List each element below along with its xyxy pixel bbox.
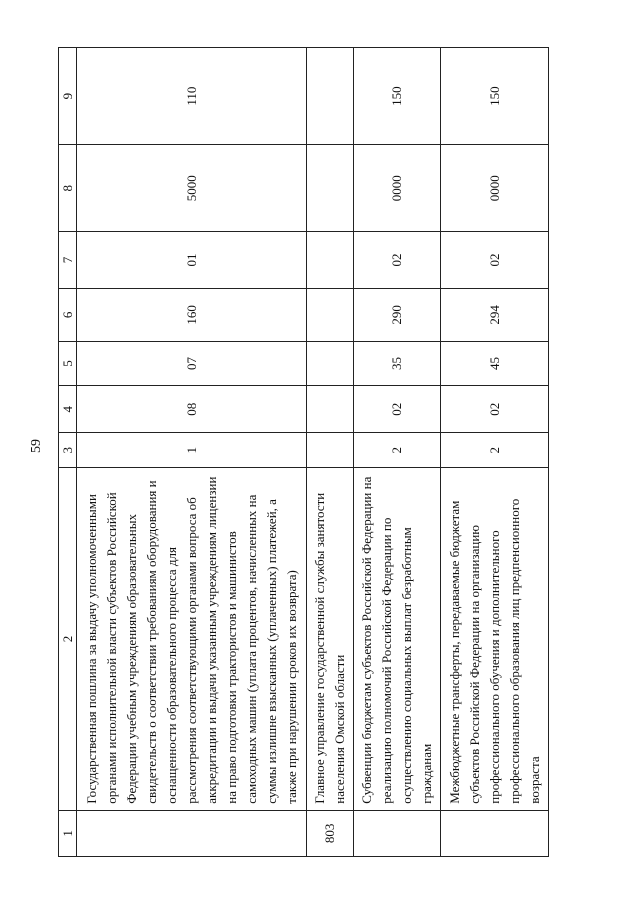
code-cell: 0000 [354,145,441,232]
code-cell: 07 [77,342,307,386]
page-number: 59 [29,439,44,453]
code-cell: 08 [77,385,307,432]
code-cell: 5000 [77,145,307,232]
table-row [354,48,441,857]
code-cell: 150 [441,48,549,145]
code-cell: 160 [77,288,307,341]
item-name-cell: Государственная пошлина за выдачу уполномоченными органами исполнительной власти субъектов Российской Федерации учебным учреждениям образовательных свидетельств о соответствии требованиям оборудования и оснащенности образовательного процесса для рассмотрения соответствующими органами вопроса об аккредитации и выдачи указанным учреждениям лицензии на право подготовки трактористов и машинистов самоходных машин (уплата процентов, начисленных на суммы излишне взысканных (уплаченных) платежей, а также при нарушении сроков их возврата) [77,468,307,811]
code-cell [307,48,354,145]
header-cell: 5 [59,342,77,386]
header-row [59,48,77,857]
code-cell: 02 [354,385,441,432]
code-cell: 02 [441,232,549,289]
header-cell: 3 [59,433,77,468]
code-cell: 1 [77,433,307,468]
admin-code-cell [441,810,549,856]
code-cell [307,288,354,341]
code-cell: 294 [441,288,549,341]
rotated-table-container [58,47,563,857]
code-cell [307,433,354,468]
code-cell: 0000 [441,145,549,232]
item-name-cell: Главное управление государственной службы занятости населения Омской области [307,468,354,811]
code-cell: 2 [354,433,441,468]
header-cell: 7 [59,232,77,289]
code-cell: 2 [441,433,549,468]
admin-code-cell: 803 [307,810,354,856]
code-cell: 290 [354,288,441,341]
table-row [307,48,354,857]
admin-code-cell [354,810,441,856]
code-cell [307,342,354,386]
header-cell: 1 [59,810,77,856]
code-cell: 35 [354,342,441,386]
code-cell: 110 [77,48,307,145]
table-row [441,48,549,857]
code-cell: 02 [354,232,441,289]
code-cell [307,385,354,432]
code-cell: 150 [354,48,441,145]
admin-code-cell [77,810,307,856]
code-cell: 45 [441,342,549,386]
code-cell [307,232,354,289]
header-cell: 4 [59,385,77,432]
header-cell: 8 [59,145,77,232]
item-name-cell: Межбюджетные трансферты, передаваемые бюджетам субъектов Российской Федерации на организацию профессионального обучения и дополнительного профессионального образования лиц предпенсионного возраста [441,468,549,811]
header-cell: 2 [59,468,77,811]
header-cell: 6 [59,288,77,341]
code-cell: 01 [77,232,307,289]
budget-table [58,47,549,857]
item-name-cell: Субвенции бюджетам субъектов Российской Федерации на реализацию полномочий Российской Федерации по осуществлению социальных выплат безработным гражданам [354,468,441,811]
header-cell: 9 [59,48,77,145]
code-cell [307,145,354,232]
table-row [77,48,307,857]
code-cell: 02 [441,385,549,432]
